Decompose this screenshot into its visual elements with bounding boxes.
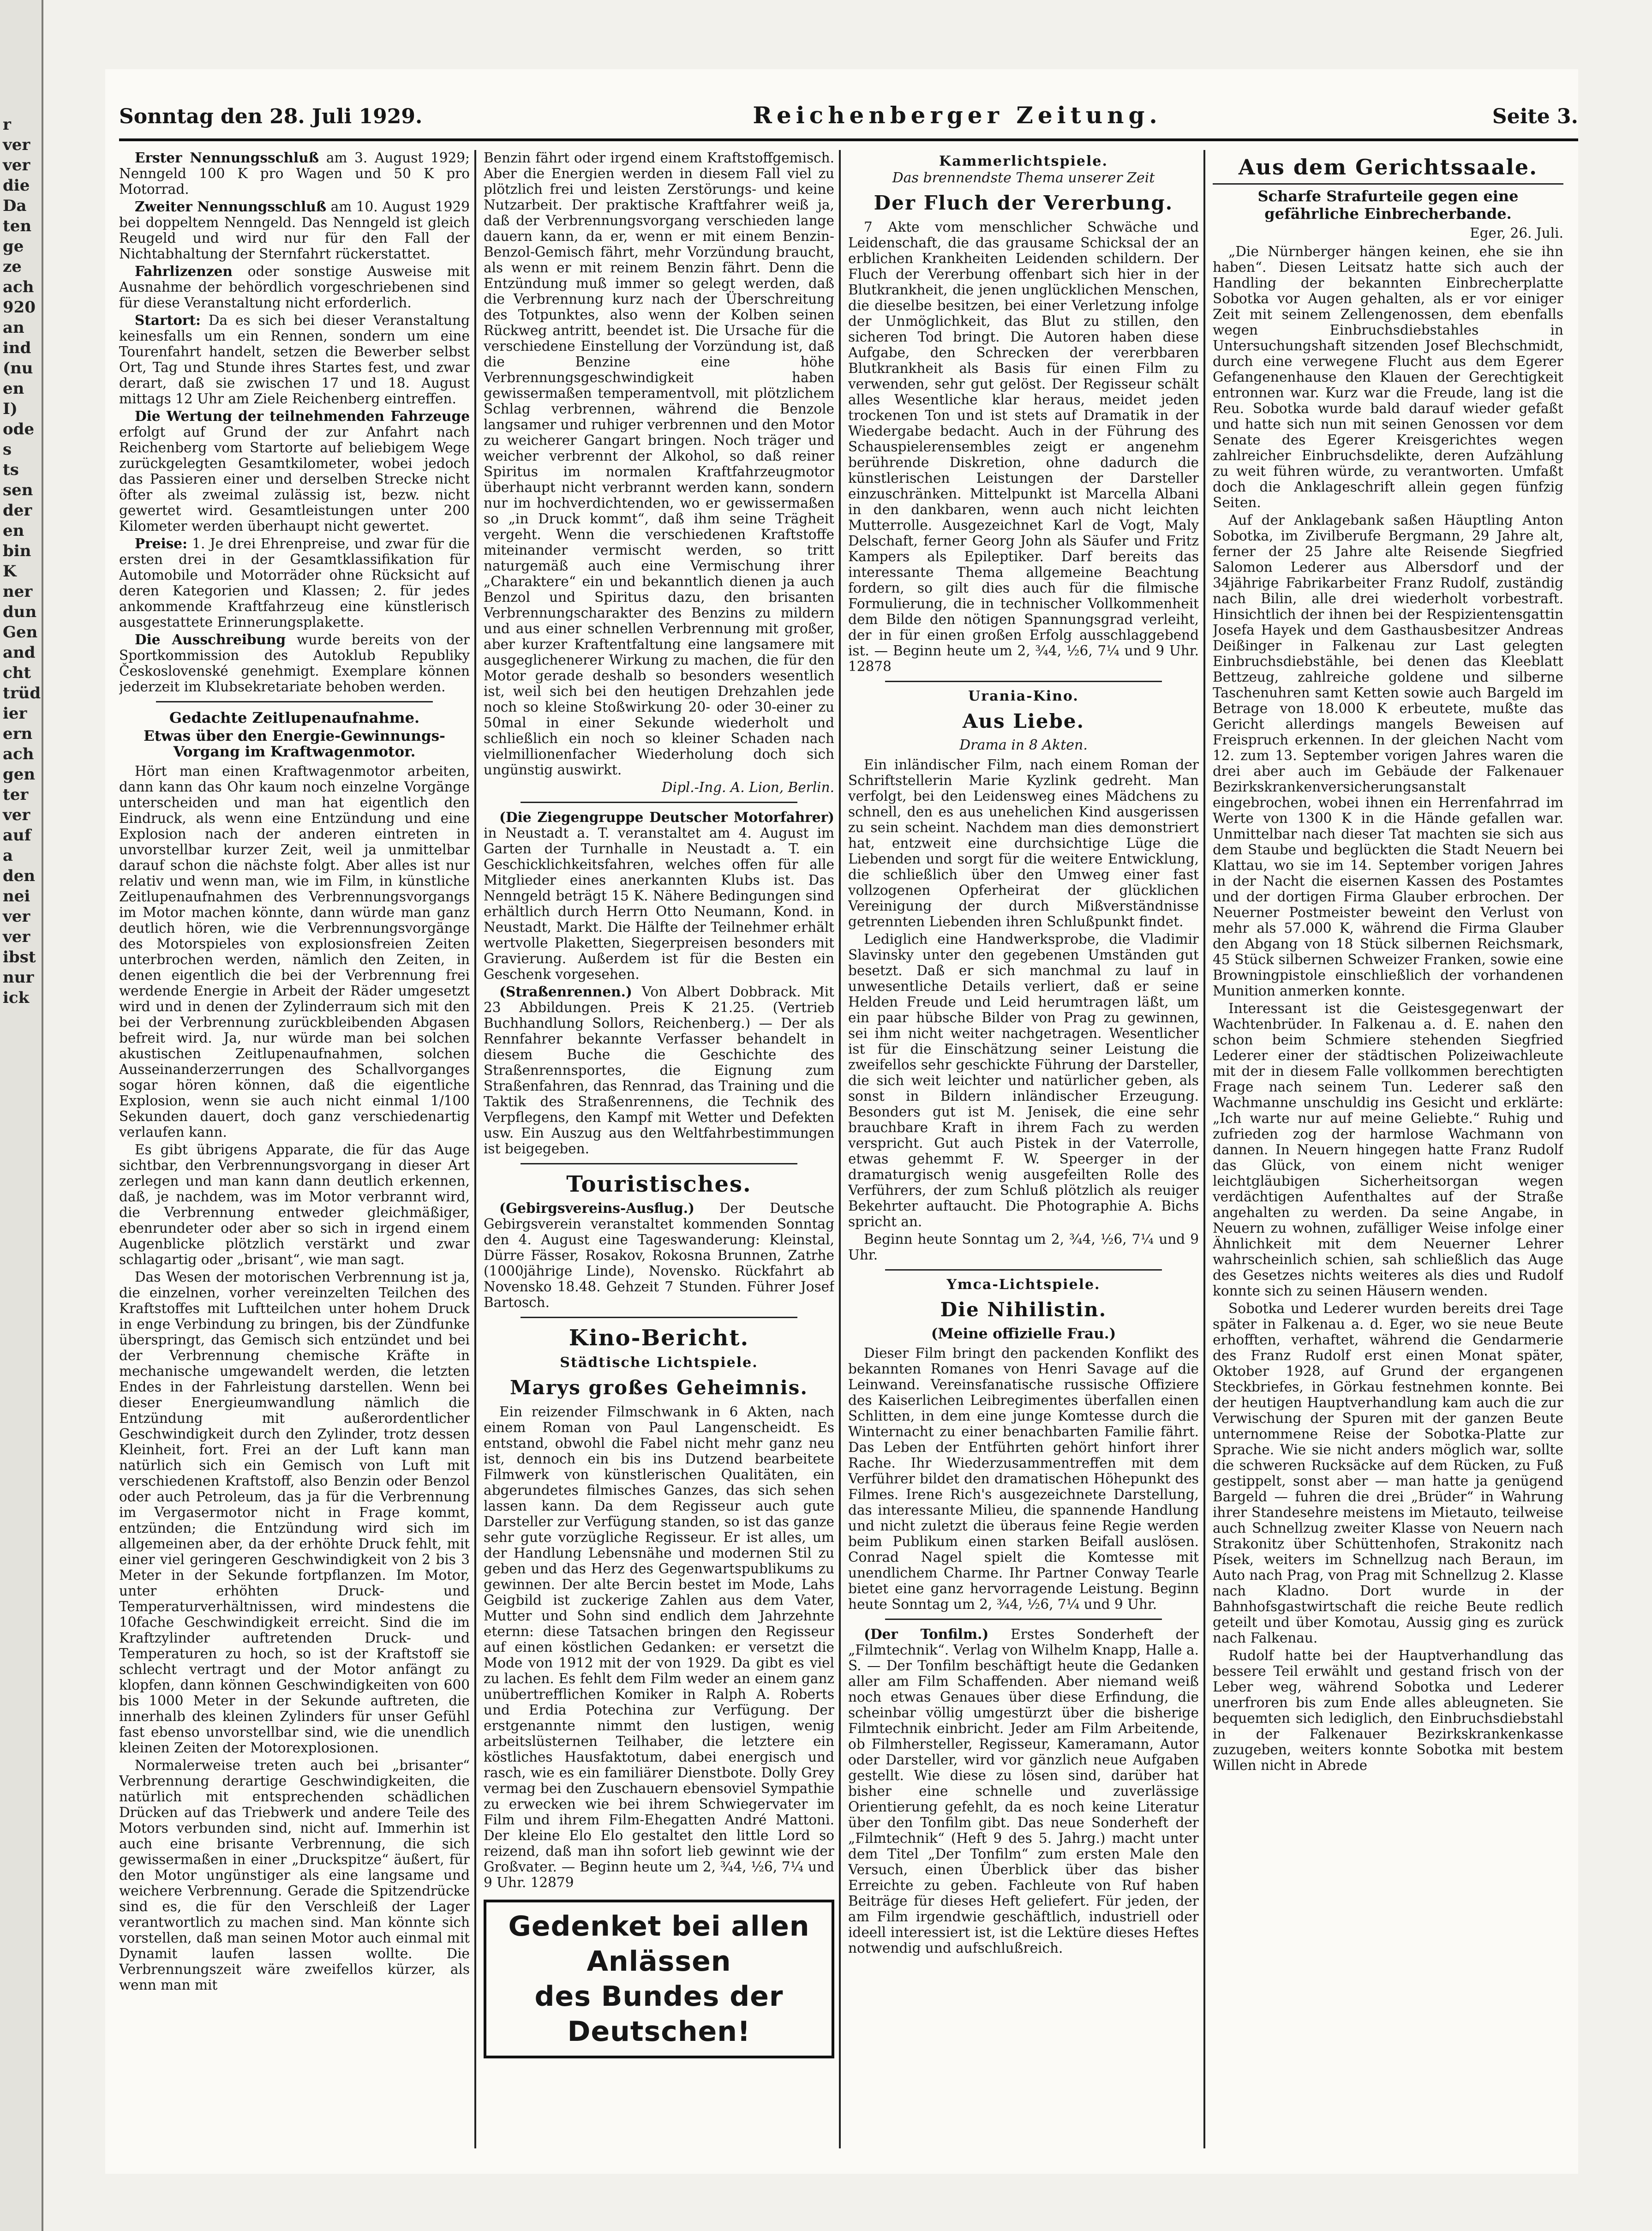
dateline: Eger, 26. Juli. [1470,225,1563,241]
adjacent-page-margin [0,0,43,2231]
paragraph: Das Wesen der motorischen Verbrennung ist ja, die einzelnen, vorher vereinzelten Teilchen des Kraftstoffes mit Luftteilchen unter hohem Druck in enge Verbindung zu bringen, bis der Zündfunke überspringt, das Gemisch sich entzündet und bei der Verbrennung chemische Kräfte in mechanische umgewandelt werden, die letzten Endes in der Fahrleistung darstellen. Wenn bei dieser Energieumwandlung nämlich die Entzündung mit außerordentlicher Geschwindigkeit durch den Zylinder, trotz dessen Kleinheit, fort. Frei an der Luft kann man natürlich sich ein Gemisch von Luft mit verschiedenen Kraftstoff, also Benzin oder Benzol oder auch Petroleum, das ja für die Verbrennung im Vergasermotor nicht in Frage kommt, entzünden; die Entzündung wird sich im allgemeinen aber, da der erhöhte Druck fehlt, mit einer viel geringeren Geschwindigkeit von 2 bis 3 Meter in der Sekunde fortpflanzen. Im Motor, unter erhöhten Druck- und Temperaturverhältnissen, wird mindestens die 10fache Geschwindigkeit erreicht. Sind die im Kraftzylinder auftretenden Druck- und Temperaturen zu hoch, so ist der Kraftstoff sie schlecht vertragt und der Motor anfängt zu klopfen, dann können Geschwindigkeiten von 600 bis 1000 Meter in der Sekunde auftreten, die innerhalb des kleinen Zylinders für unser Gefühl fast ebenso unvorstellbar sind, wie die unendlich kleinen Zeiten der Motorexplosionen. [119,1269,470,1756]
margin-fragment: sen [3,481,33,499]
paragraph: (Die Ziegengruppe Deutscher Motorfahrer) in Neustadt a. T. veranstaltet am 4. August im Garten der Turnhalle in Neustadt a. T. ein Geschicklichkeitsfahren, welches offen für alle Mitglieder eines anerkannten Klubs ist. Das Nenngeld beträgt 15 K. Nähere Bedingungen sind erhältlich durch Herrn Otto Neumann, Kond. in Neustadt, Markt. Die Hälfte der Teilnehmer erhält wertvolle Plaketten, Siegerpreisen besonders mit Gravierung. Außerdem ist für die Besten ein Geschenk vorgesehen. [484,809,834,982]
ad-line: des Bundes der Deutschen! [534,1980,784,2048]
margin-fragment: Gen [3,623,38,642]
margin-fragment: den [3,867,36,885]
margin-fragment: ibst [3,948,36,966]
margin-fragment: Da [3,197,27,215]
margin-fragment: ze [3,258,22,276]
page-header [119,102,1578,138]
margin-fragment: ge [3,237,24,256]
margin-fragment: ner [3,582,33,601]
paragraph: Ein reizender Filmschwank in 6 Akten, nach einem Roman von Paul Langenscheidt. Es entstand, obwohl die Fabel nicht mehr ganz neu ist, dennoch ein bis ins Dutzend bearbeitete Filmwerk von künstlerischen Qualitäten, ein abgerundetes filmisches Ganzes, das sich sehen lassen kann. Da dem Regisseur auch gute Darsteller zur Verfügung standen, so ist das ganze sehr gute vorzügliche Regisseur. Er ist alles, um der Handlung Lebensnähe und modernen Stil zu geben und das Herz des Gegenwartspublikums zu gewinnen. Der alte Bercin bestet im Mode, Lahs Geigbild ist zuckerige Zahlen aus dem Vater, Mutter und Sohn sind endlich dem Jahrzehnte eternn: diese Tatsachen bringen den Regisseur auf einen köstlichen Gedanken: er versetzt die Mode von 1912 mit der von 1929. Da gibt es viel zu lachen. Es fehlt dem Film weder an einem ganz unübertrefflichen Komiker in Ralph A. Roberts und Erdia Potechina zur Verfügung. Der erstgenannte nimmt den lustigen, wenig arbeitslüsternen Teilhaber, die letztere ein köstliches Hausfaktotum, dabei energisch und rasch, wie es ein familiärer Dienstbote. Dolly Grey vermag bei den Zuschauern ebensoviel Sympathie zu erwecken wie bei ihrem Schwiegervater im Film und ihrem Film-Ehegatten André Mattoni. Der kleine Elo Elo gestaltet den little Lord so reizend, daß man ihn sofort lieb gewinnt wie der Großvater. — Beginn heute um 2, ¾4, ½6, 7¼ und 9 Uhr. 12879 [484,1404,834,1890]
paragraph: Erster Nennungsschluß am 3. August 1929; Nenngeld 100 K pro Wagen und 50 K pro Motorrad. [119,150,470,197]
margin-fragment: en [3,379,24,398]
film-title: Marys großes Geheimnis. [510,1376,808,1399]
cinema-venue: Städtische Lichtspiele. [560,1355,758,1371]
advertisement-box [484,1900,834,2058]
margin-fragment: ten [3,217,32,235]
newspaper-masthead: Reichenberger Zeitung. [753,102,1162,129]
margin-fragment: a [3,846,13,865]
paragraph: 7 Akte vom menschlicher Schwäche und Leidenschaft, die das grausame Schicksal der an erblichen Krankheiten Leidenden schildern. Der Fluch der Vererbung offenbart sich hier in der Blutkrankheit, die jenen unglücklichen Menschen, die dieselbe besitzen, bei einer Verletzung infolge der Unmöglichkeit, das Blut zu stillen, den sicheren Tod bringt. Die Autoren haben diese Aufgabe, den Schrecken der vererbbaren Blutkrankheit als Basis für einen Film zu verwenden, sehr gut gelöst. Der Regisseur schält alles Wesentliche klar heraus, meidet jeden trockenen Ton und ist stets auf Dramatik in der Wiedergabe bedacht. Auch in der Führung des Schauspielerensembles zeigt er angenehm berührende Diskretion, ohne dadurch die künstlerischen Leistungen der Darsteller einzuschränken. Mittelpunkt ist Marcella Albani in den dankbaren, wenn auch nicht leichten Mutterrolle. Ausgezeichnet Karl de Vogt, Maly Delschaft, ferner Georg John als Säufer und Fritz Kampers als Epileptiker. Darf bereits das interessante Thema allgemeine Beachtung fordern, so gilt dies auch für die filmische Formulierung, die in technischer Vollkommenheit dem Bilde den nötigen Spannungsgrad verleiht, der in für einen großen Erfolg ausschlaggebend ist. — Beginn heute um 2, ¾4, ½6, 7¼ und 9 Uhr. 12878 [848,219,1199,674]
article-headline: Gedachte Zeitlupenaufnahme. [169,709,420,726]
film-subtitle: (Meine offizielle Frau.) [931,1325,1116,1342]
section-rule [156,701,433,702]
paragraph: (Der Tonfilm.) Erstes Sonderheft der „Filmtechnik“. Verlag von Wilhelm Knapp, Halle a. S. — Der Tonfilm beschäftigt heute die Gedanken aller am Film Schaffenden. Aber niemand weiß noch etwas Genaues über diese Erfindung, die scheinbar völlig umgestürzt über die bisherige Filmtechnik einbricht. Jeder am Film Arbeitende, ob Filmhersteller, Regisseur, Kameramann, Autor oder Darsteller, wird vor gänzlich neue Aufgaben gestellt. Wie diese zu lösen sind, darüber hat bisher eine schnelle und zuverlässige Orientierung gefehlt, da es noch keine Literatur über den Tonfilm gibt. Das neue Sonderheft der „Filmtechnik“ (Heft 9 des 5. Jahrg.) macht unter dem Titel „Der Tonfilm“ zum ersten Male den Versuch, einen Überblick über das bisher Erreichte zu geben. Fachleute von Ruf haben Beiträge für dieses Heft geliefert. Für jeden, der am Film irgendwie geschäftlich, industriell oder ideell interessiert ist, ist die Lektüre dieses Heftes notwendig und aufschlußreich. [848,1626,1199,1956]
paragraph: Es gibt übrigens Apparate, die für das Auge sichtbar, den Verbrennungsvorgang in dieser Art zerlegen und man kann dann deutlich erkennen, daß, je nachdem, was im Motor verbrannt wird, die Verbrennung entweder gleichmäßiger, ebenrundeter oder aber so sich in irgend einem Augenblicke plötzlich verstärkt und zwar schlagartig oder „brisant“, wie man sagt. [119,1142,470,1267]
margin-fragment: ode [3,420,35,438]
margin-fragment: en [3,522,24,540]
ad-line: Gedenket bei allen Anlässen [508,1910,810,1978]
column-divider [474,150,476,2148]
margin-fragment: 920 [3,298,36,317]
section-rule [885,1619,1162,1620]
section-headline-kino-bericht: Kino-Bericht. [569,1325,749,1351]
paragraph: Fahrlizenzen oder sonstige Ausweise mit Ausnahme der behördlich vorgeschriebenen sind für diese Veranstaltung nicht erforderlich. [119,263,470,311]
margin-fragment: ach [3,745,34,763]
margin-fragment: ern [3,725,33,743]
margin-fragment: dun [3,603,37,621]
paragraph: Sobotka und Lederer wurden bereits drei Tage später in Falkenau a. d. Eger, wo sie neue Beute erhofften, verhaftet, während die Gendarmerie des Franz Rudolf erst einen Monat später, Oktober 1928, auf Grund der ergangenen Steckbriefes, in Görkau festnehmen konnte. Bei der heutigen Hauptverhandlung kam auch die zur Verwischung der Spuren mit der ganzen Beute unternommene Reise der Sobotka-Platte zur Sprache. Wie sie nicht anders möglich war, sollte die schweren Rucksäcke auf dem Rücken, zu Fuß gestippelt, sonst aber — man hatte ja genügend Bargeld — fuhren die drei „Brüder“ in Wahrung ihrer Standesehre meistens im Mietauto, teilweise auch Schnellzug zweiter Klasse von Neuern nach Strakonitz über Schüttenhofen, Strakonitz nach Písek, weiters im Schnellzug nach Beraun, im Auto nach Prag, von Prag mit Schnellzug 2. Klasse nach Kladno. Dort wurde in der Bahnhofsgastwirtschaft die reiche Beute redlich geteilt und über Komotau, Aussig ging es zurück nach Falkenau. [1213,1301,1563,1646]
margin-fragment: (nu [3,359,33,378]
paragraph: Zweiter Nennungsschluß am 10. August 1929 bei doppeltem Nenngeld. Das Nenngeld ist gleich Reugeld und wird nur für den Fall der Nichtabhaltung der Sternfahrt rückerstattet. [119,198,470,262]
paragraph: Auf der Anklagebank saßen Häuptling Anton Sobotka, im Zivilberufe Bergmann, 29 Jahre alt, ferner der 25 Jahre alte Reisende Siegfried Salomon Lederer aus Albersdorf und der 34jährige Fabrikarbeiter Franz Rudolf, zuständig nach Bilin, alle drei wiederholt vorbestraft. Hinsichtlich der ihnen bei der Respizientensgattin Josefa Hayek und dem Gasthausbesitzer Andreas Deißinger in Falkenau zur Last gelegten Einbruchsdiebstähle, bei denen das Kleeblatt Bettzeug, zahlreiche goldene und silberne Taschenuhren samt Ketten sowie auch Bargeld im Betrage von 18.000 K erbeutete, mußte das Gericht allerdings mangels Beweisen auf Freispruch erkennen. In der gleichen Nacht vom 12. zum 13. September vorigen Jahres waren die drei aber auch im Gebäude der Falkenauer Bezirkskrankenversicherungsanstalt eingebrochen, wobei ihnen ein Herrenfahrrad im Werte von 1300 K in die Hände gefallen war. Unmittelbar nach dieser Tat machten sie sich aus dem Staube und beglückten die Stadt Neuern bei Klattau, wo sie im 14. September vorigen Jahres in der Nacht die eisernen Kassen des Postamtes und der dortigen Firma Glauber erbrochen. Der Neuerner Postmeister beweint den Verlust von mehr als 57.000 K, während die Firma Glauber den Abgang von 18 Stück silbernen Reichsmark, 45 Stück silbernen Schweizer Franken, sowie eine Browningpistole einschließlich der vorhandenen Munition anmerken konnte. [1213,512,1563,999]
film-title: Der Fluch der Vererbung. [874,192,1173,214]
margin-fragment: and [3,643,36,662]
newspaper-page [105,69,1578,2174]
article-headline: Scharfe Strafurteile gegen eine gefährliche Einbrecherbande. [1257,187,1519,222]
page-number: Seite 3. [1492,105,1578,128]
section-headline-touristisches: Touristisches. [566,1171,752,1197]
column-3 [848,150,1199,2160]
column-divider [839,150,841,2148]
article-subheadline: Etwas über den Energie-Gewinnungs-Vorgang im Kraftwagenmotor. [144,728,445,760]
cinema-venue: Ymca-Lichtspiele. [946,1277,1101,1293]
margin-fragment: ts [3,461,19,479]
column-1 [119,150,470,2160]
margin-fragment: ver [3,156,30,174]
cinema-venue: Kammerlichtspiele. [939,153,1108,169]
margin-fragment: trüd [3,684,41,702]
section-rule [521,802,797,803]
margin-fragment: I) [3,400,18,418]
paragraph: „Die Nürnberger hängen keinen, ehe sie ihn haben“. Diesen Leitsatz hatte sich auch der Handling der bekannten Einbrecherplatte Sobotka vor Augen gehalten, als er vor einiger Zeit mit seinem Zellengenossen, dem ebenfalls wegen Einbruchsdiebstahles in Untersuchungshaft sitzenden Josef Blechschmidt, durch eine verwegene Flucht aus dem Egerer Gefangenenhause den Klauen der Gerechtigkeit entronnen war. Kurz war die Freude, lang ist die Reu. Sobotka wurde bald darauf wieder gefaßt und hatte sich nun mit seinen Genossen vor dem Senate des Egerer Kreisgerichtes wegen zahlreicher Einbruchsdelikte, deren Aufzählung zu weit führen würde, zu verantworten. Umfaßt doch die Anklageschrift allein gegen fünfzig Seiten. [1213,244,1563,510]
author-signature: Dipl.-Ing. A. Lion, Berlin. [661,780,834,795]
paragraph: Die Wertung der teilnehmenden Fahrzeuge erfolgt auf Grund der zur Anfahrt nach Reichenberg vom Startorte auf beliebigem Wege zurückgelegten Gesamtkilometer, wobei jedoch das Passieren einer und derselben Strecke nicht öfter als zweimal zulässig ist, bezw. nicht gewertet wird. Gesamtleistungen unter 200 Kilometer werden überhaupt nicht gewertet. [119,408,470,534]
paragraph: Lediglich eine Handwerksprobe, die Vladimir Slavinsky unter den gegebenen Umständen gut besetzt. Daß er sich manchmal zu lauf in unwesentliche Details verliert, daß er seine Helden Freude und Leid herumtragen läßt, um ein paar hübsche Bilder von Prag zu gewinnen, sei ihm nicht weiter nachgetragen. Wesentlicher ist für die Einschätzung seiner Leistung die zweifellos sehr geschickte Führung der Darsteller, die sich weit leichter und natürlicher geben, als sonst in Bildern inländischer Erzeugung. Besonders gut ist M. Jenisek, die eine sehr brauchbare Kraft in ihrem Fach zu werden verspricht. Gut auch Pistek in der Vaterrolle, etwas gehemmt F. W. Speerger in der dramaturgisch wenig ausgefeilten Rolle des Verführers, der zum Schluß plötzlich als reuiger Bekehrter auftaucht. Die Photographie A. Bichs spricht an. [848,931,1199,1229]
paragraph: Rudolf hatte bei der Hauptverhandlung das bessere Teil erwählt und gestand frisch von der Leber weg, während Sobotka und Lederer unerfroren bis zum Ende alles ableugneten. Sie bequemten sich lediglich, den Einbruchsdiebstahl in der Falkenauer Bezirkskrankenkasse zuzugeben, weiters konnte Sobotka mit bestem Willen nicht in Abrede [1213,1648,1563,1773]
margin-fragment: s [3,440,12,459]
paragraph: Benzin fährt oder irgend einem Kraftstoffgemisch. Aber die Energien werden in diesem Fall viel zu plötzlich frei und leisten Zerstörungs- und keine Nutzarbeit. Der praktische Kraftfahrer weiß ja, daß der Verbrennungsvorgang verschieden lange dauern kann, da er, wenn er mit einem Benzin-Benzol-Gemisch fährt, mehr Vorzündung braucht, als wenn er mit reinem Benzin fährt. Denn die Entzündung muß immer so gelegt werden, daß die Verbrennung kurz nach der Überschreitung des Totpunktes, also wenn der Kolben seinen Rückweg antritt, beendet ist. Die Ursache für die verschiedene Einstellung der Vorzündung ist, daß die Benzine eine höhe Verbrennungsgeschwindigkeit haben gewissermaßen temperamentvoll, mit plötzlichem Schlag verbrennen, während die Benzole langsamer und ruhiger verbrennen und den Motor zu weicherer Gangart bringen. Noch träger und weicher verbrennt der Alkohol, so daß reiner Spiritus im normalen Kraftfahrzeugmotor überhaupt nicht verbrannt werden kann, sondern nur im hochverdichtenden, wo er gewissermaßen so „in Druck kommt“, daß ihm seine Trägheit vergeht. Wenn die verschiedenen Kraftstoffe miteinander vermischt werden, so tritt naturgemäß auch eine Vermischung ihrer „Charaktere“ ein und bekanntlich dienen ja auch Benzol und Spiritus dazu, den brisanten Verbrennungscharakter des Benzins zu mildern und aus einer schnellen Verbrennung mit großer, aber kurzer Kraftentfaltung eine langsamere mit ausgeglichenerer Wirkung zu machen, die für den Motor gerade deshalb so besonders wesentlich ist, weil sich bei den heutigen Drehzahlen jede noch so kleine Stoßwirkung 20- oder 30-einer zu 50mal in einer Sekunde wiederholt und schließlich ein noch so kleiner Schaden nach vielmillionenfacher Wiederholung doch sich ungünstig auswirkt. [484,150,834,778]
paragraph: (Straßenrennen.) Von Albert Dobbrack. Mit 23 Abbildungen. Preis K 21.25. (Vertrieb Buchhandlung Sollors, Reichenberg.) — Der als Rennfahrer bekannte Verfasser behandelt in diesem Buche die Geschichte des Straßenrennsportes, die Eignung zum Straßenfahren, das Rennrad, das Training und die Taktik des Straßenrennens, die Technik des Verpflegens, den Kampf mit Wetter und Defekten usw. Ein Auszug aus den Weltfahrbestimmungen ist beigegeben. [484,984,834,1157]
margin-fragment: ach [3,278,34,296]
paragraph: Ein inländischer Film, nach einem Roman der Schriftstellerin Marie Kyzlink gedreht. Man verfolgt, bei den Leidensweg eines Mädchens zu schnell, den es aus unehelichen Kind ausgerissen zu sein scheint. Nachdem man dies demonstriert hat, entzweit eine durchsichtige Lüge die Liebenden und sorgt für die weitere Entwicklung, die schließlich über den Umweg einer fast vollzogenen Opferheirat der glücklichen Vereinigung der durch Mißverständnisse getrennten Liebenden ihren Schlußpunkt findet. [848,757,1199,930]
section-rule [521,1163,797,1164]
header-rule [119,138,1578,141]
paragraph: Interessant ist die Geistesgegenwart der Wachtenbrüder. In Falkenau a. d. E. nahen den schon beim Schmiere stehenden Siegfried Lederer einer der städtischen Polizeiwachleute mit der in diesem Falle vollkommen berechtigten Frage nach seinem Tun. Lederer saß den Wachmanne unschuldig ins Gesicht und erklärte: „Ich warte nur auf meine Geliebte.“ Ruhig und zufrieden zog der harmlose Wachmann von dannen. In Neuern hingegen hatte Franz Rudolf das Glück, von einem nicht weniger leichtgläubigen Sicherheitsorgan wegen verdächtigen Aufenthaltes auf der Straße angehalten zu werden. Da seine Angabe, in Neuern zu wohnen, zufälliger Weise infolge einer Ähnlichkeit mit dem Neuerner Lehrer wahrscheinlich schien, sah schließlich das Auge des Gesetzes nichts weiteres als dies und Rudolf konnte sich zu seinen Häusern wenden. [1213,1001,1563,1299]
paragraph: Hört man einen Kraftwagenmotor arbeiten, dann kann das Ohr kaum noch einzelne Vorgänge unterscheiden und man hat eigentlich den Eindruck, als wenn eine Entzündung und eine Explosion nach der anderen eintreten in unvorstellbar kurzer Zeit, weil ja unmittelbar darauf schon die nächste folgt. Aber alles ist nur relativ und wenn man, wie im Film, in künstliche Zeitlupenaufnahmen des Verbrennungsvorgangs im Motor machen könnte, dann würde man ganz deutlich hören, wie die Verbrennungsvorgänge des Motorspieles von explosionsfreien Zeiten unterbrochen werden, nämlich den Zeiten, in denen eigentlich die bei der Verbrennung frei werdende Energie in Arbeit der Räder umgesetzt wird und in denen der Zylinderraum sich mit den bei der Verbrennung zurückbleibenden Abgasen befreit wird. Ja, nur würde man bei solchen akustischen Zeitlupenaufnahmen, solchen Ausseinanderzerrungen des Schallvorganges sogar hören können, daß die eigentliche Explosion, wenn sie auch nicht einmal 1/100 Sekunden dauert, doch ganz verschiedenartig verlaufen kann. [119,763,470,1140]
section-rule [885,1269,1162,1271]
section-rule [885,681,1162,682]
margin-fragment: bin [3,542,31,560]
margin-fragment: r [3,115,11,134]
margin-fragment: nei [3,887,30,906]
film-subtitle: Drama in 8 Akten. [959,737,1088,753]
film-title: Aus Liebe. [962,710,1085,732]
paragraph: Die Ausschreibung wurde bereits von der Sportkommission des Autoklub Republiky Československé genehmigt. Exemplare können jederzeit im Klubsekretariate behoben werden. [119,631,470,695]
margin-fragment: ick [3,989,30,1007]
column-2 [484,150,834,2160]
paragraph: (Gebirgsvereins-Ausflug.) Der Deutsche Gebirgsverein veranstaltet kommenden Sonntag den 4. August eine Tageswanderung: Kleinstal, Dürre Fässer, Rosakov, Rokosna Brunnen, Zatrhe (1000jährige Linde), Novensko. Rückfahrt ab Novensko 18.48. Gehzeit 7 Stunden. Führer Josef Bartosch. [484,1200,834,1310]
margin-fragment: ver [3,806,30,824]
margin-fragment: ver [3,907,30,926]
margin-fragment: an [3,318,24,337]
paragraph: Startort: Da es sich bei dieser Veranstaltung keinesfalls um ein Rennen, sondern um eine Tourenfahrt handelt, setzen die Bewerber selbst Ort, Tag und Stunde ihres Startes fest, und zwar derart, daß sie zwischen 17 und 18. August mittags 12 Uhr am Ziele Reichenberg eintreffen. [119,312,470,407]
header-date: Sonntag den 28. Juli 1929. [119,105,423,128]
column-4 [1213,150,1563,2160]
margin-fragment: gen [3,765,36,784]
margin-fragment: ind [3,339,31,357]
margin-fragment: K [3,562,17,581]
margin-fragment: ter [3,786,29,804]
margin-fragment: cht [3,664,31,682]
section-rule [521,1317,797,1318]
margin-fragment: die [3,176,30,195]
column-divider [1203,150,1205,2148]
margin-fragment: auf [3,826,31,845]
margin-fragment: der [3,501,32,520]
section-headline-gerichtssaal: Aus dem Gerichtssaale. [1213,154,1563,185]
margin-fragment: ier [3,704,27,723]
film-tagline: Das brennendste Thema unserer Zeit [892,170,1155,186]
cinema-venue: Urania-Kino. [968,688,1079,704]
paragraph: Preise: 1. Je drei Ehrenpreise, und zwar für die ersten drei in der Gesamtklassifikation für Automobile und Motorräder ohne Rücksicht auf deren Kategorien und Klassen; 2. für jedes ankommende Kraftfahrzeug eine künstlerisch ausgestattete Erinnerungsplakette. [119,535,470,630]
film-title: Die Nihilistin. [940,1298,1107,1321]
margin-fragment: nur [3,968,34,987]
paragraph: Dieser Film bringt den packenden Konflikt des bekannten Romanes von Henri Savage auf die Leinwand. Vereinsfanatische russische Offiziere des Kaiserlichen Leibregimentes überfallen einen Schlitten, in dem eine junge Komtesse durch die Winternacht zu einer benachbarten Familie fährt. Das Leben der Entführten gehört hinfort ihrer Rache. Ihr Wiederzusammentreffen mit dem Verführer bildet den dramatischen Höhepunkt des Filmes. Irene Rich's ausgezeichnete Darstellung, das interessante Milieu, die spannende Handlung und nicht zuletzt die überaus feine Regie werden beim Publikum einen starken Beifall auslösen. Conrad Nagel spielt die Komtesse mit unendlichem Charme. Ihr Partner Conway Tearle bietet eine ganz hervorragende Leistung. Beginn heute Sonntag um 2, ¾4, ½6, 7¼ und 9 Uhr. [848,1345,1199,1612]
paragraph: Beginn heute Sonntag um 2, ¾4, ½6, 7¼ und 9 Uhr. [848,1231,1199,1263]
margin-fragment: ver [3,928,30,946]
paragraph: Normalerweise treten auch bei „brisanter“ Verbrennung derartige Geschwindigkeiten, die natürlich mit entsprechenden schädlichen Drücken auf das Triebwerk und andere Teile des Motors verbunden sind, nicht auf. Immerhin ist auch eine brisante Verbrennung, die sich gewissermaßen in einer „Druckspitze“ äußert, für den Motor ungünstiger als eine langsame und weichere Verbrennung. Gerade die Spitzendrücke sind es, die für den Verschleiß der Lager verantwortlich zu machen sind. Man könnte sich vorstellen, daß man seinen Motor auch einmal mit Dynamit laufen lassen wollte. Die Verbrennungszeit wäre zweifellos kürzer, als wenn man mit [119,1757,470,1993]
margin-fragment: ver [3,136,30,154]
